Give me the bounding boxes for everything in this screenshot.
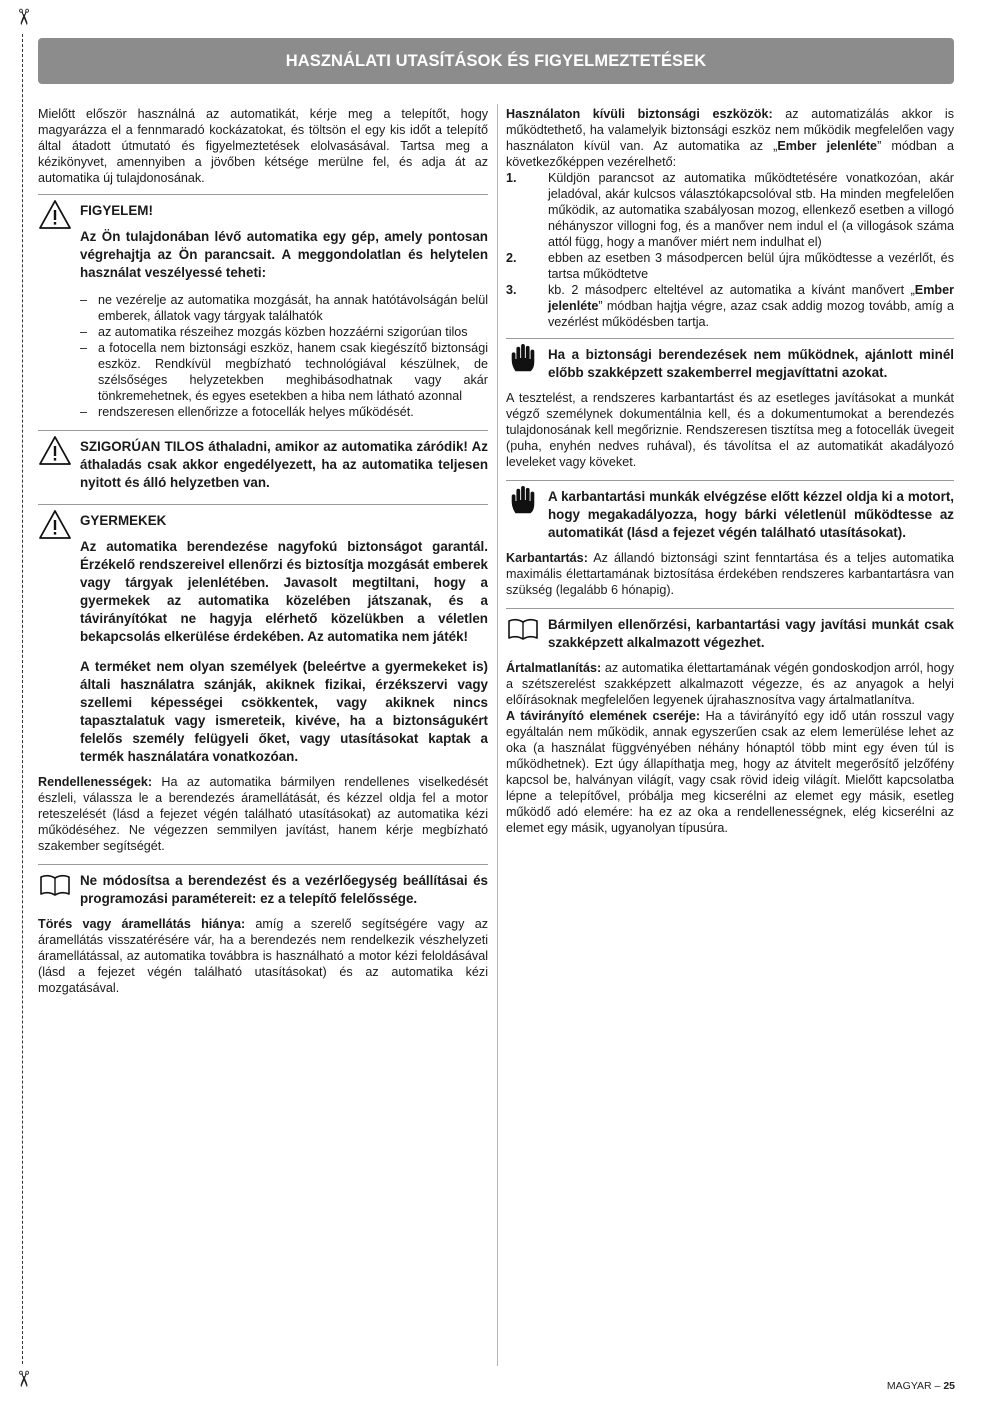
manual-note-text: Ne módosítsa a berendezést és a vezérlőegység beállításai és programozási paramétereit: ez a telepítő felelőssége. <box>80 873 488 906</box>
column-divider <box>497 104 498 1366</box>
warning-list <box>80 292 488 420</box>
warning-block <box>38 194 488 420</box>
list-item: – ne vezérelje az automatika mozgását, ha annak hatótávolságán belül emberek, állatok vagy tárgyak találhatók <box>80 292 488 324</box>
page-number: 25 <box>943 1380 955 1392</box>
warning-lead: Az Ön tulajdonában lévő automatika egy gép, amely pontosan végrehajtja az Ön parancsait. A meggondolatlan és helytelen használat veszélyessé teheti: <box>80 229 488 280</box>
right-column <box>506 106 954 836</box>
steps-list <box>506 170 954 330</box>
manual-note-block <box>506 608 954 652</box>
intro-paragraph: Mielőtt először használná az automatikát, kérje meg a telepítőt, hogy magyarázza el a fennmaradó kockázatokat, és töltsön el egy kis időt a telepítő által átadott útmutató és figyelmeztetések elolvasásával. Tartsa meg a kézikönyvet, amennyiben a jövőben kétsége merülne fel, és adja át az automatika új tulajdonosának. <box>38 107 488 185</box>
list-item: 2. ebben az esetben 3 másodpercen belül újra működtesse a vezérlőt, és tartsa működtetve <box>506 251 954 281</box>
scissors-icon: ✂ <box>10 7 36 27</box>
children-title: GYERMEKEK <box>80 513 167 528</box>
warning-title: FIGYELEM! <box>80 203 153 218</box>
scissors-icon: ✂ <box>10 1369 36 1389</box>
manual-note-block <box>38 864 488 908</box>
footer-language: MAGYAR – <box>886 1380 944 1392</box>
warning-triangle-icon <box>38 509 72 541</box>
children-paragraph: A terméket nem olyan személyek (beleértve a gyermekeket is) általi használatra szánják, akiknek fizikai, érzékszervi vagy szellemi képességei csökkentek, vagy akiknek nincs tapasztalatuk vagy ismereteik, kivéve, ha a biztonságukért felelős személy felügyeli őket, vagy utasításokat kaptak a termék használatára vonatkozóan. <box>80 659 488 764</box>
list-item: 3. kb. 2 másodperc elteltével az automatika a kívánt manővert „Ember jelenléte” módban hajtja végre, azaz csak addig mozog tovább, amíg a vezérlést működésben tartja. <box>506 283 954 329</box>
hand-stop-icon <box>506 485 540 517</box>
children-block <box>38 504 488 766</box>
stop-text: A karbantartási munkák elvégzése előtt kézzel oldja ki a motort, hogy megakadályozza, hogy bárki véletlenül működtesse az automatikát (lásd a fejezet végén található utasításokat). <box>548 489 954 540</box>
list-item: – az automatika részeihez mozgás közben hozzáérni szigorúan tilos <box>80 324 488 340</box>
anomalies-paragraph: Rendellenességek: Ha az automatika bármilyen rendellenes viselkedését észleli, válassza le a berendezés áramellátását, és kézzel oldja fel a motor reteszelését (lásd a fejezet végén található utasításokat) az automatika kézi működéséhez. Ne végezzen semmilyen javítást, hanem kérje megbízható szakember segítségét. <box>38 775 488 853</box>
stop-text: Ha a biztonsági berendezések nem működnek, ajánlott minél előbb szakképzett szakemberrel megjavíttatni azokat. <box>548 347 954 380</box>
maintenance-paragraph: Karbantartás: Az állandó biztonsági szint fenntartása és a teljes automatika maximális élettartamának biztosítása érdekében rendszeres karbantartásra van szükség (legalább 6 hónapig). <box>506 551 954 597</box>
stop-block <box>506 480 954 542</box>
page-footer <box>887 1378 955 1394</box>
safety-paragraph: Használaton kívüli biztonsági eszközök: az automatizálás akkor is működtethető, ha valamelyik biztonsági eszköz nem működik megfelelően vagy használaton kívül van. Az automatika az „Ember jelenléte” módban a következőképpen vezérelhető: <box>506 107 954 169</box>
prohibition-text: SZIGORÚAN TILOS áthaladni, amikor az automatika záródik! Az áthaladás csak akkor engedélyezett, ha az automatika teljesen nyitott és álló helyzetben van. <box>80 439 488 490</box>
manual-note-text: Bármilyen ellenőrzési, karbantartási vagy javítási munkát csak szakképzett alkalmazott végezhet. <box>548 617 954 650</box>
book-icon <box>38 869 72 901</box>
page-title: HASZNÁLATI UTASÍTÁSOK ÉS FIGYELMEZTETÉSEK <box>285 52 707 70</box>
list-item: – a fotocella nem biztonsági eszköz, hanem csak kiegészítő biztonsági eszköz. Rendkívül megbízható technológiával készülnek, de szélsőséges helyzetekben meghibásodhatnak vagy akár tönkremehetnek, és egyes esetekben a hiba nem látható azonnal <box>80 340 488 404</box>
battery-paragraph: A távirányító elemének cseréje: Ha a távirányító egy idő után rosszul vagy egyáltalán nem működik, annak egyszerűen csak az elem lemerülése lehet az oka (a használat függvényében néhány hónaptól több mint egy éven túl is működhetnek). Ezt úgy állapíthatja meg, hogy az átvitelt megerősítő jelzőfény kapcsol be, halványan világít, vagy csak rövid ideig világít. Mielőtt kapcsolatba lépne a telepítővel, próbálja meg kicserélni az elemet egy másik, esetleg működő adó elemére: ha ez az oka a rendellenességnek, elég kicserélni az elemet egy másik, ugyanolyan típusúra. <box>506 709 954 835</box>
children-paragraph: Az automatika berendezése nagyfokú biztonságot garantál. Érzékelő rendszereivel ellenőrzi és biztosítja mozgását emberek vagy tárgyak jelenlétében. Javasolt megtiltani, hogy a gyermekek az automatika közelében játszanak, és a távirányítókat ne hagyja elérhető közelükben a véletlen bekapcsolás elkerülése érdekében. Az automatika nem játék! <box>80 539 488 644</box>
list-item: – rendszeresen ellenőrizze a fotocellák helyes működését. <box>80 404 488 420</box>
hand-stop-icon <box>506 343 540 375</box>
left-column <box>38 106 488 996</box>
section-banner <box>38 38 954 84</box>
prohibition-block <box>38 430 488 492</box>
warning-triangle-icon <box>38 199 72 231</box>
book-icon <box>506 613 540 645</box>
power-paragraph: Törés vagy áramellátás hiánya: amíg a szerelő segítségére vagy az áramellátás visszatérésére vár, ha a berendezés nem rendelkezik vészhelyzeti áramellátással, az automatika továbbra is használható a motor kézi feloldásával (lásd a fejezet végén található utasításokat) és az automatika kézi mozgatásával. <box>38 917 488 995</box>
testing-paragraph: A tesztelést, a rendszeres karbantartást és az esetleges javításokat a munkát végző személynek dokumentálnia kell, és a dokumentumokat a berendezés tulajdonosának kell megőriznie. Rendszeresen tisztítsa meg a fotocellák üvegeit (puha, enyhén nedves ruhával), és távolítsa el az automatikát akadályozó leveleket vagy köveket. <box>506 391 954 469</box>
cut-line <box>22 34 23 1364</box>
warning-triangle-icon <box>38 435 72 467</box>
disposal-paragraph: Ártalmatlanítás: az automatika élettartamának végén gondoskodjon arról, hogy a szétszerelést szakképzett alkalmazott végezze, és az anyagok a helyi előírásoknak megfelelően legyenek újrahasznosítva vagy ártalmatlanítva. <box>506 661 954 707</box>
stop-block <box>506 338 954 382</box>
list-item: 1. Küldjön parancsot az automatika működtetésére vonatkozóan, akár jeladóval, akár kulcsos választókapcsolóval stb. Ha minden megfelelően működik, az automatika szabályosan mozog, ellenkező esetben a villogó néhányszor villogni fog, és a manőver nem indul el (a villogások száma attól függ, hogy a manőver miért nem indulhat el) <box>506 171 954 249</box>
